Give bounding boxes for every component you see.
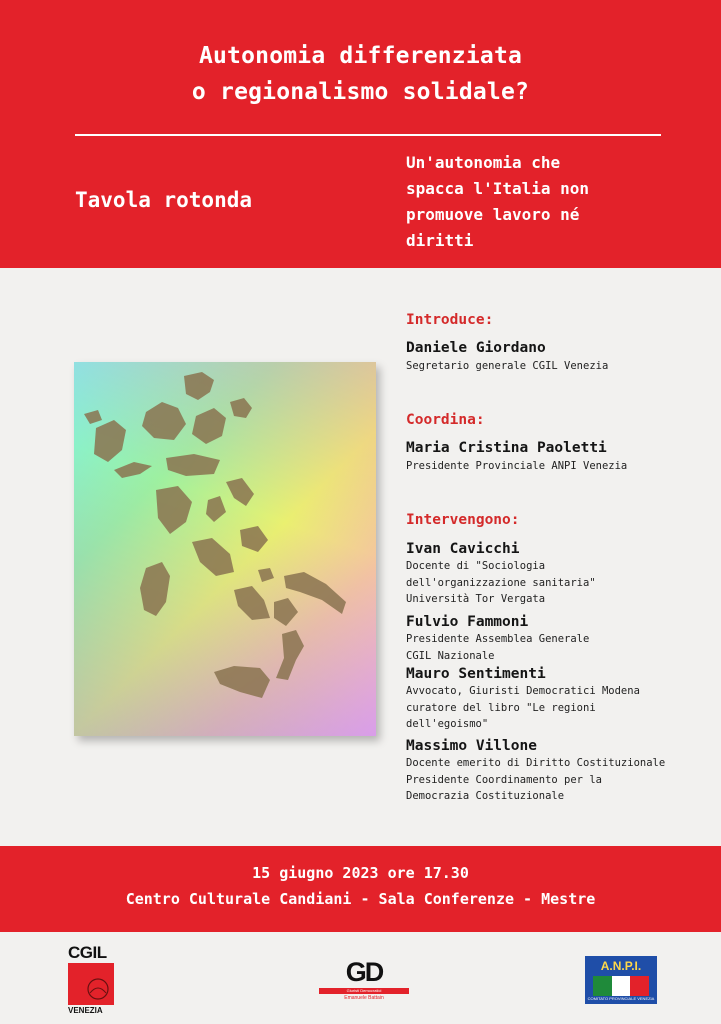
introduce-label: Introduce:	[406, 312, 494, 328]
title-line-1: Autonomia differenziata	[198, 43, 523, 69]
tagline-line: diritti	[406, 231, 474, 250]
speaker-name: Mauro Sentimenti	[406, 666, 546, 682]
tagline-line: promuove lavoro né	[406, 205, 580, 224]
cgil-emblem-icon	[68, 963, 114, 1005]
tagline-line: spacca l'Italia non	[406, 179, 590, 198]
page-title	[0, 38, 721, 110]
anpi-logo-subtitle: COMITATO PROVINCIALE VENEZIA	[587, 996, 655, 1001]
subtitle: Tavola rotonda	[75, 188, 253, 212]
role-line: Presidente Provinciale ANPI Venezia	[406, 460, 628, 472]
gd-logo-mark: GD	[345, 957, 383, 987]
event-venue: Centro Culturale Candiani - Sala Conferenze - Mestre	[125, 890, 596, 908]
speaker-role	[406, 683, 706, 733]
introduce-role	[406, 358, 706, 375]
role-line: CGIL Nazionale	[406, 649, 495, 662]
role-line: dell'organizzazione sanitaria"	[406, 576, 596, 589]
role-line: Università Tor Vergata	[406, 593, 546, 605]
event-date: 15 giugno 2023 ore 17.30	[252, 864, 469, 882]
role-line: Democrazia Costituzionale	[406, 790, 565, 802]
cgil-logo-text: CGIL	[68, 943, 107, 962]
role-line: Presidente Assemblea Generale	[406, 633, 590, 645]
anpi-logo-text: A.N.P.I.	[600, 959, 642, 973]
event-info-banner	[0, 846, 721, 932]
intervengono-label: Intervengono:	[406, 512, 520, 528]
gd-logo-bar: Giuristi Democratici	[319, 988, 409, 994]
role-line: Docente emerito di Diritto Costituzionale	[406, 757, 666, 769]
role-line: Docente di "Sociologia	[406, 560, 546, 572]
role-line: curatore del libro "Le regioni	[406, 701, 596, 714]
italy-regions-map-icon	[74, 362, 376, 736]
speaker-role	[406, 755, 706, 805]
coordina-name: Maria Cristina Paoletti	[406, 440, 607, 456]
italy-map-illustration	[74, 362, 376, 736]
tagline	[406, 150, 696, 254]
anpi-logo-icon	[585, 956, 657, 1004]
role-line: Segretario generale CGIL Venezia	[406, 360, 609, 372]
cgil-logo-city: VENEZIA	[68, 1006, 103, 1015]
speaker-role	[406, 558, 706, 608]
coordina-label: Coordina:	[406, 412, 485, 428]
cgil-logo-icon	[68, 944, 118, 1018]
role-line: Presidente Coordinamento per la	[406, 773, 602, 786]
speaker-name: Ivan Cavicchi	[406, 541, 520, 557]
introduce-name: Daniele Giordano	[406, 340, 546, 356]
tagline-line: Un'autonomia che	[406, 153, 561, 172]
role-line: dell'egoismo"	[406, 718, 489, 730]
italian-flag-icon	[593, 976, 649, 996]
giuristi-democratici-logo-icon	[318, 958, 410, 1008]
header-divider	[75, 134, 661, 136]
coordina-role	[406, 458, 706, 475]
role-line: Avvocato, Giuristi Democratici Modena	[406, 685, 640, 697]
header-banner	[0, 0, 721, 268]
title-line-2: o regionalismo solidale?	[191, 79, 530, 105]
gd-logo-subtitle: Emanuele Battain	[344, 995, 384, 1001]
cgil-logo-mark	[68, 963, 114, 1005]
speaker-name: Massimo Villone	[406, 738, 537, 754]
speaker-role	[406, 631, 706, 664]
speaker-name: Fulvio Fammoni	[406, 614, 529, 630]
